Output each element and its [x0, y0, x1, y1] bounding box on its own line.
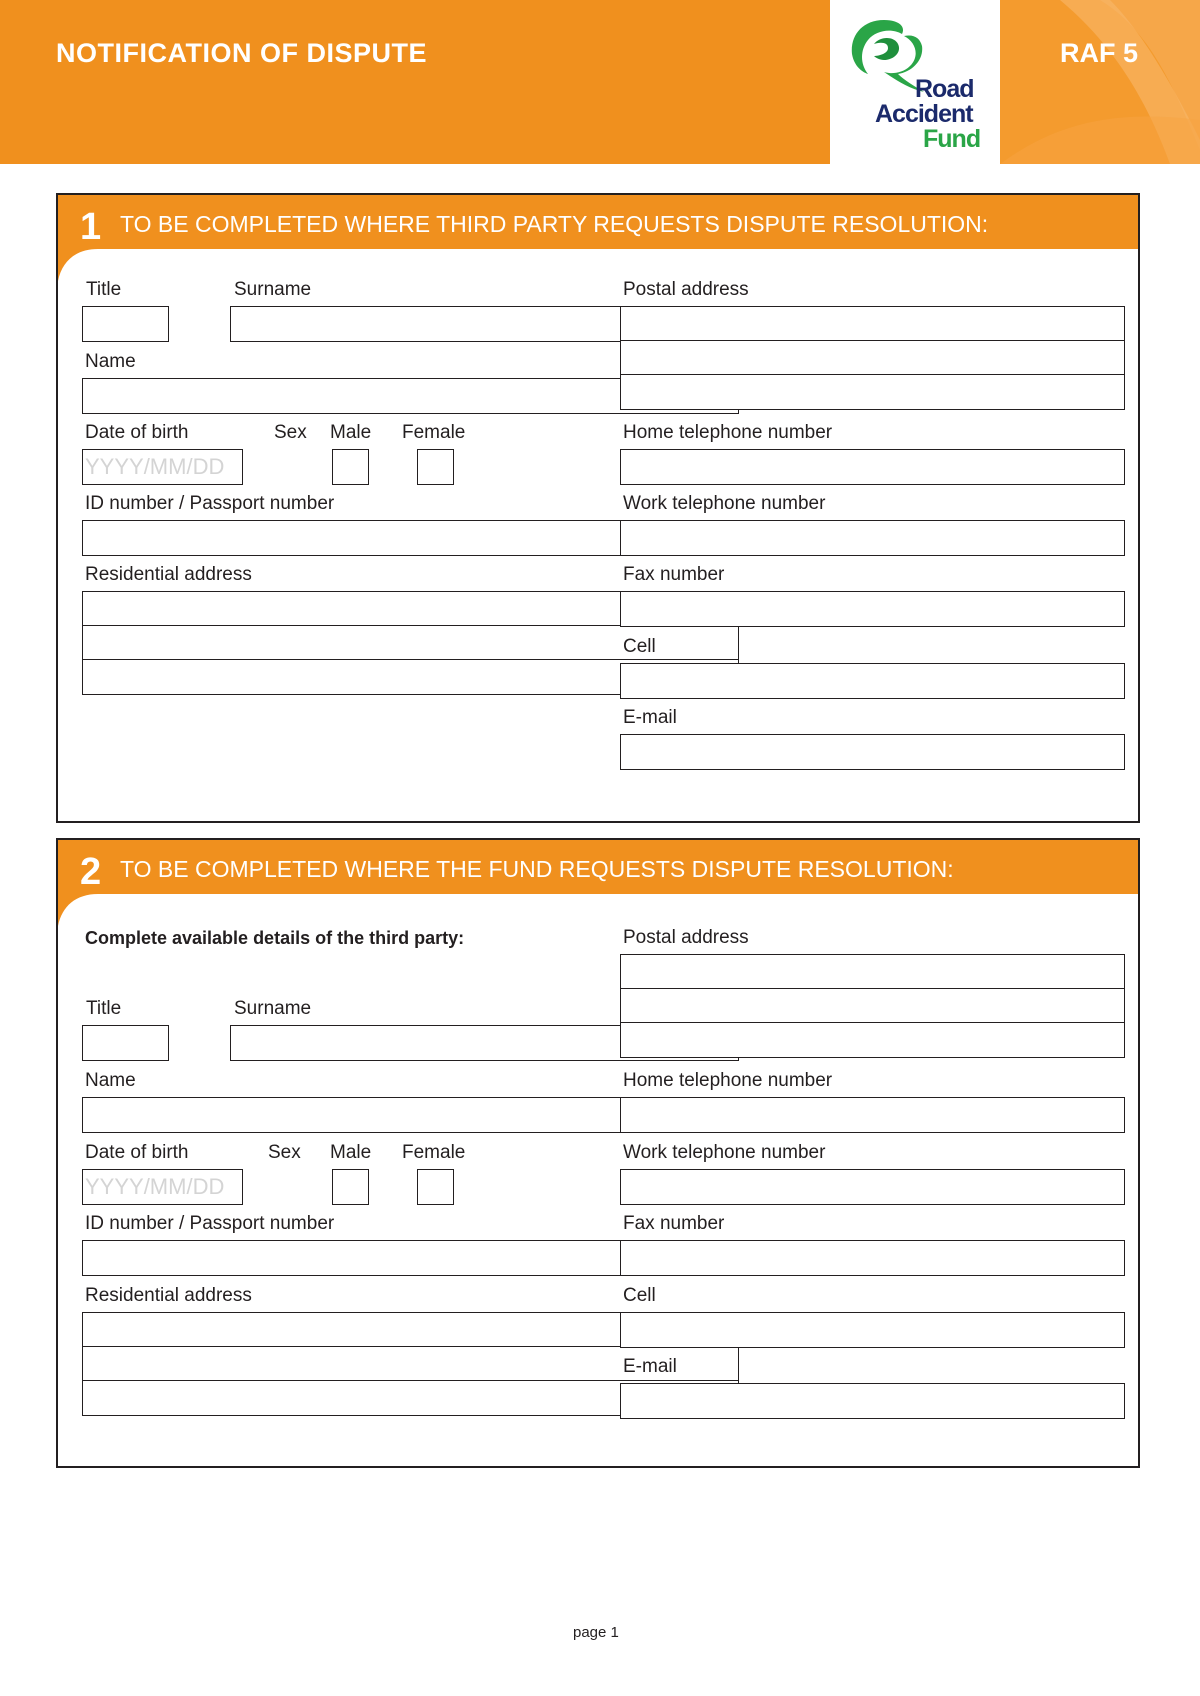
- logo-panel: [830, 0, 1000, 164]
- cell-label: Cell: [623, 636, 656, 657]
- fax-number-label: Fax number: [623, 564, 725, 585]
- email-label: E-mail: [623, 707, 677, 728]
- postal-address-line-3[interactable]: [620, 1022, 1125, 1058]
- dob-label: Date of birth: [85, 422, 189, 443]
- surname-label: Surname: [234, 998, 312, 1019]
- cell-label: Cell: [623, 1285, 656, 1306]
- fax-number-field[interactable]: [620, 1240, 1125, 1276]
- section-2-number: 2: [80, 851, 102, 893]
- postal-address-line-1[interactable]: [620, 954, 1125, 990]
- work-telephone-field[interactable]: [620, 1169, 1125, 1205]
- name-label: Name: [85, 1070, 136, 1091]
- email-field[interactable]: [620, 734, 1125, 770]
- postal-address-label: Postal address: [623, 927, 749, 948]
- title-field[interactable]: [82, 306, 169, 342]
- male-checkbox[interactable]: [332, 449, 369, 485]
- female-checkbox[interactable]: [417, 449, 454, 485]
- title-field[interactable]: [82, 1025, 169, 1061]
- male-label: Male: [330, 1142, 372, 1163]
- form-code: RAF 5: [1060, 38, 1139, 68]
- sex-label: Sex: [274, 422, 307, 443]
- logo-text-road: Road: [915, 75, 974, 103]
- work-telephone-label: Work telephone number: [623, 493, 826, 514]
- postal-address-line-2[interactable]: [620, 340, 1125, 376]
- work-telephone-label: Work telephone number: [623, 1142, 826, 1163]
- section-1-number: 1: [80, 206, 102, 248]
- postal-address-line-2[interactable]: [620, 988, 1125, 1024]
- surname-label: Surname: [234, 279, 312, 300]
- dob-label: Date of birth: [85, 1142, 189, 1163]
- female-label: Female: [402, 1142, 466, 1163]
- section-1: [56, 193, 1140, 823]
- id-number-label: ID number / Passport number: [85, 1213, 335, 1234]
- postal-address-line-1[interactable]: [620, 306, 1125, 342]
- residential-address-label: Residential address: [85, 564, 252, 585]
- section-2-title: TO BE COMPLETED WHERE THE FUND REQUESTS DISPUTE RESOLUTION:: [120, 856, 954, 882]
- residential-address-label: Residential address: [85, 1285, 252, 1306]
- dob-field[interactable]: YYYY/MM/DD: [82, 1169, 243, 1205]
- document-title: NOTIFICATION OF DISPUTE: [56, 38, 427, 68]
- male-checkbox[interactable]: [332, 1169, 369, 1205]
- fax-number-label: Fax number: [623, 1213, 725, 1234]
- title-label: Title: [86, 279, 122, 300]
- home-telephone-label: Home telephone number: [623, 422, 833, 443]
- sex-label: Sex: [268, 1142, 301, 1163]
- female-checkbox[interactable]: [417, 1169, 454, 1205]
- logo-text-fund: Fund: [923, 125, 981, 153]
- home-telephone-label: Home telephone number: [623, 1070, 833, 1091]
- home-telephone-field[interactable]: [620, 1097, 1125, 1133]
- id-number-label: ID number / Passport number: [85, 493, 335, 514]
- header-decoration: [1000, 0, 1200, 164]
- home-telephone-field[interactable]: [620, 449, 1125, 485]
- cell-field[interactable]: [620, 663, 1125, 699]
- section-2: [56, 838, 1140, 1468]
- page-number: page 1: [573, 1624, 619, 1641]
- section-2-intro: Complete available details of the third party:: [85, 928, 465, 948]
- work-telephone-field[interactable]: [620, 520, 1125, 556]
- female-label: Female: [402, 422, 466, 443]
- male-label: Male: [330, 422, 372, 443]
- fax-number-field[interactable]: [620, 591, 1125, 627]
- logo-text-accident: Accident: [875, 100, 973, 128]
- email-field[interactable]: [620, 1383, 1125, 1419]
- section-1-title: TO BE COMPLETED WHERE THIRD PARTY REQUESTS DISPUTE RESOLUTION:: [120, 211, 989, 237]
- name-label: Name: [85, 351, 136, 372]
- postal-address-label: Postal address: [623, 279, 749, 300]
- email-label: E-mail: [623, 1356, 677, 1377]
- title-label: Title: [86, 998, 122, 1019]
- postal-address-line-3[interactable]: [620, 374, 1125, 410]
- cell-field[interactable]: [620, 1312, 1125, 1348]
- dob-field[interactable]: YYYY/MM/DD: [82, 449, 243, 485]
